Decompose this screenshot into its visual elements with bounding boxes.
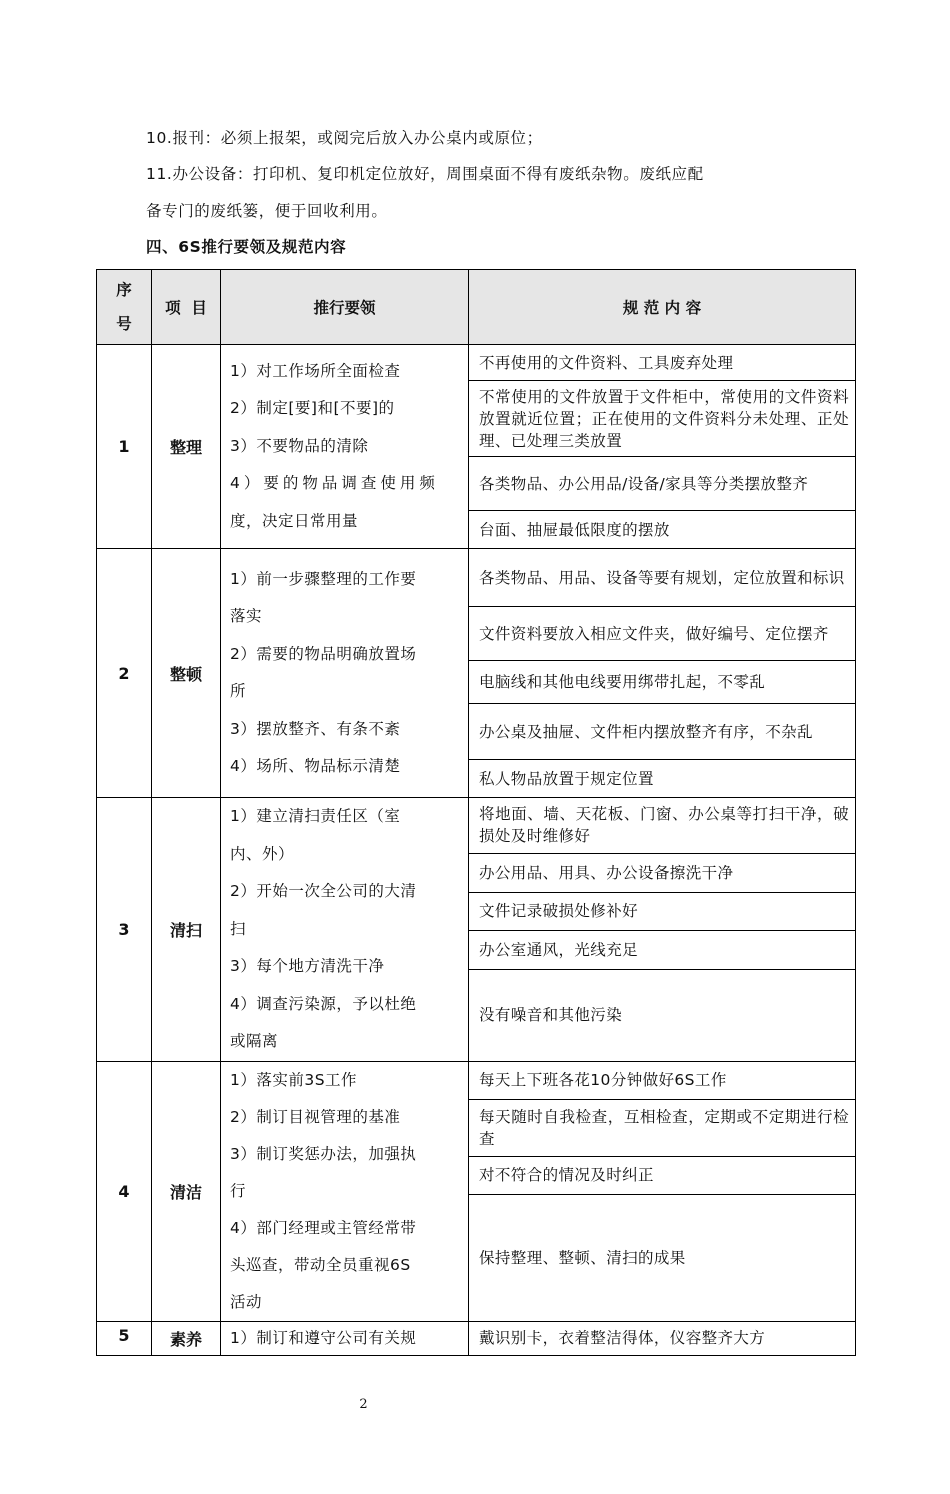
standard-cell: 对不符合的情况及时纠正 <box>469 1156 856 1194</box>
step-line: 4）部门经理或主管经常带 <box>230 1218 417 1237</box>
row-item: 整顿 <box>152 549 221 798</box>
intro-line-3: 备专门的废纸篓，便于回收利用。 <box>146 202 388 220</box>
section-heading: 四、6S推行要领及规范内容 <box>146 238 347 256</box>
row-number: 5 <box>97 1321 152 1355</box>
standard-cell: 办公室通风，光线充足 <box>469 931 856 970</box>
step-line: 3）摆放整齐、有条不紊 <box>230 719 401 738</box>
step-line: 行 <box>230 1181 247 1200</box>
standard-cell: 没有噪音和其他污染 <box>469 969 856 1061</box>
standard-cell: 每天随时自我检查，互相检查，定期或不定期进行检查 <box>469 1099 856 1156</box>
step-line: 2）开始一次全公司的大清 <box>230 882 417 900</box>
row-number: 1 <box>97 345 152 549</box>
step-line: 4）场所、物品标示清楚 <box>230 757 401 775</box>
table-row <box>97 798 856 854</box>
standard-cell: 办公用品、用具、办公设备擦洗干净 <box>469 853 856 892</box>
table-row <box>97 549 856 607</box>
step-line: 活动 <box>230 1292 263 1311</box>
row-item: 清扫 <box>152 798 221 1062</box>
row-steps <box>221 1061 469 1321</box>
step-line: 1）对工作场所全面检查 <box>230 361 401 380</box>
step-line: 3）不要物品的清除 <box>230 436 369 455</box>
standard-cell: 各类物品、办公用品/设备/家具等分类摆放整齐 <box>469 457 856 511</box>
standard-cell: 私人物品放置于规定位置 <box>469 760 856 798</box>
header-steps: 推行要领 <box>221 270 469 345</box>
standard-cell: 文件记录破损处修补好 <box>469 892 856 931</box>
row-item: 素养 <box>152 1321 221 1355</box>
standard-cell: 文件资料要放入相应文件夹，做好编号、定位摆齐 <box>469 607 856 661</box>
standard-cell: 戴识别卡，衣着整洁得体，仪容整齐大方 <box>469 1321 856 1355</box>
row-steps <box>221 549 469 798</box>
standard-cell: 保持整理、整顿、清扫的成果 <box>469 1195 856 1322</box>
standard-cell: 电脑线和其他电线要用绑带扎起，不零乱 <box>469 661 856 704</box>
step-line: 落实 <box>230 607 263 625</box>
step-line: 扫 <box>230 919 247 938</box>
step-line: 4）调查污染源，予以杜绝 <box>230 994 417 1013</box>
step-line: 3）每个地方清洗干净 <box>230 957 385 975</box>
step-line: 所 <box>230 682 247 700</box>
standard-cell: 每天上下班各花10分钟做好6S工作 <box>469 1061 856 1099</box>
step-line: 或隔离 <box>230 1032 279 1050</box>
row-number: 3 <box>97 798 152 1062</box>
step-line: 头巡查，带动全员重视6S <box>230 1255 411 1274</box>
step-line: 2）制订目视管理的基准 <box>230 1107 401 1126</box>
row-number: 2 <box>97 549 152 798</box>
step-line: 2）制定[要]和[不要]的 <box>230 399 395 418</box>
row-steps <box>221 345 469 549</box>
header-num: 序号 <box>97 270 152 345</box>
row-steps <box>221 798 469 1062</box>
step-line: 度，决定日常用量 <box>230 511 359 530</box>
table-header-row <box>97 270 856 345</box>
header-item: 项 目 <box>152 270 221 345</box>
step-line: 4）要的物品调查使用频 <box>230 474 439 493</box>
standard-cell: 不再使用的文件资料、工具废弃处理 <box>469 345 856 381</box>
standard-cell: 将地面、墙、天花板、门窗、办公桌等打扫干净，破损处及时维修好 <box>469 798 856 854</box>
step-line: 1）落实前3S工作 <box>230 1070 358 1089</box>
table-row <box>97 1061 856 1099</box>
header-standards: 规 范 内 容 <box>469 270 856 345</box>
row-item: 整理 <box>152 345 221 549</box>
step-line: 2）需要的物品明确放置场 <box>230 644 417 663</box>
six-s-table <box>96 269 856 1356</box>
standard-cell: 办公桌及抽屉、文件柜内摆放整齐有序，不杂乱 <box>469 704 856 760</box>
step-line: 1）制订和遵守公司有关规 <box>230 1329 417 1347</box>
row-number: 4 <box>97 1061 152 1321</box>
table-row <box>97 1321 856 1355</box>
intro-line-2: 11.办公设备：打印机、复印机定位放好，周围桌面不得有废纸杂物。废纸应配 <box>146 165 704 183</box>
step-line: 1）前一步骤整理的工作要 <box>230 569 417 588</box>
standard-cell: 台面、抽屉最低限度的摆放 <box>469 511 856 549</box>
standard-cell: 各类物品、用品、设备等要有规划，定位放置和标识 <box>469 549 856 607</box>
table-row <box>97 345 856 381</box>
standard-cell: 不常使用的文件放置于文件柜中，常使用的文件资料放置就近位置；正在使用的文件资料分未处理、正处理、已处理三类放置 <box>469 381 856 457</box>
step-line: 1）建立清扫责任区（室 <box>230 807 401 825</box>
row-steps <box>221 1321 469 1355</box>
row-item: 清洁 <box>152 1061 221 1321</box>
intro-line-1: 10.报刊：必须上报架，或阅完后放入办公桌内或原位； <box>146 129 543 147</box>
step-line: 3）制订奖惩办法，加强执 <box>230 1144 417 1163</box>
step-line: 内、外） <box>230 844 295 863</box>
page-number: 2 <box>359 1397 368 1412</box>
